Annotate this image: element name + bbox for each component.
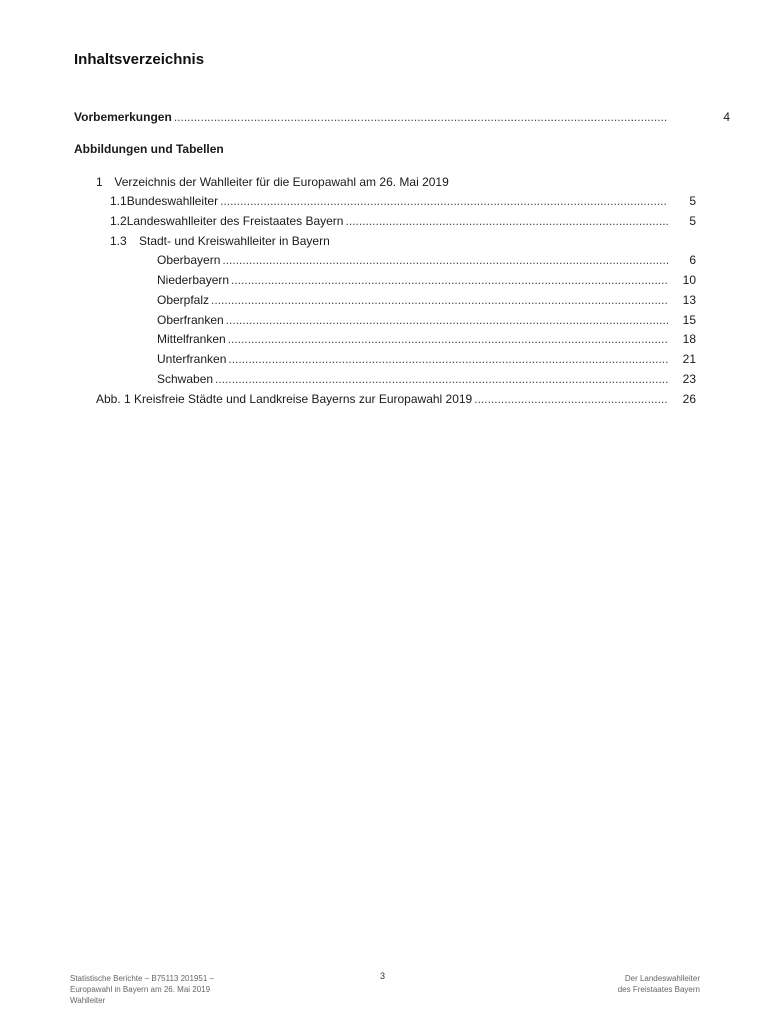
toc-leader — [222, 252, 668, 268]
toc-label: Bundeswahlleiter — [126, 194, 219, 208]
toc-number: 1.2 — [110, 214, 127, 228]
toc-page: 26 — [682, 392, 696, 406]
toc-label: Unterfranken — [157, 352, 227, 366]
toc-page: 13 — [682, 293, 696, 307]
toc-entry-region[interactable] — [157, 272, 696, 288]
toc-label: Landeswahlleiter des Freistaates Bayern — [126, 214, 344, 228]
toc-page: 5 — [689, 214, 696, 228]
page-title: Inhaltsverzeichnis — [74, 51, 205, 68]
toc-label: Mittelfranken — [157, 332, 226, 346]
toc-entry-region[interactable] — [157, 331, 696, 347]
toc-label: Oberpfalz — [157, 293, 210, 307]
section-heading-abbildungen: Abbildungen und Tabellen — [74, 142, 224, 156]
toc-leader — [226, 312, 668, 328]
toc-leader — [211, 292, 668, 308]
toc-page: 21 — [682, 352, 696, 366]
toc-entry-vorbemerkungen[interactable] — [74, 109, 730, 125]
toc-entry-section-1[interactable] — [96, 174, 449, 190]
footer-left-line: Europawahl in Bayern am 26. Mai 2019 — [70, 985, 211, 994]
footer-left-line: Wahlleiter — [70, 996, 106, 1005]
toc-page: 18 — [682, 332, 696, 346]
footer-right-line: des Freistaates Bayern — [617, 985, 700, 994]
toc-leader — [474, 391, 668, 407]
toc-entry-1-2[interactable] — [110, 213, 696, 229]
toc-entry-region[interactable] — [157, 351, 696, 367]
toc-label: Oberfranken — [157, 313, 224, 327]
toc-leader — [174, 109, 668, 125]
toc-leader — [220, 193, 668, 209]
toc-page: 10 — [682, 273, 696, 287]
toc-entry-1-3[interactable] — [110, 233, 330, 249]
footer-right — [618, 973, 700, 995]
toc-label: Oberbayern — [157, 253, 221, 267]
footer-left-line: Statistische Berichte – B75113 201951 – — [70, 974, 214, 983]
toc-leader — [215, 371, 668, 387]
toc-number: 1.1 — [110, 194, 127, 208]
toc-number: 1.3 — [110, 234, 127, 248]
footer-left — [70, 973, 214, 1006]
toc-label: Vorbemerkungen — [74, 110, 172, 124]
toc-leader — [228, 351, 668, 367]
toc-label: Schwaben — [157, 372, 214, 386]
toc-label: Abb. 1 Kreisfreie Städte und Landkreise Bayerns zur Europawahl 2019 — [96, 392, 473, 406]
toc-page: 23 — [682, 372, 696, 386]
toc-page: 5 — [689, 194, 696, 208]
footer-right-line: Der Landeswahlleiter — [624, 974, 700, 983]
toc-leader — [231, 272, 668, 288]
toc-entry-region[interactable] — [157, 292, 696, 308]
toc-leader — [228, 331, 668, 347]
toc-entry-region[interactable] — [157, 371, 696, 387]
toc-page: 4 — [723, 110, 730, 124]
toc-label: Verzeichnis der Wahlleiter für die Europawahl am 26. Mai 2019 — [114, 175, 449, 189]
toc-label: Stadt- und Kreiswahlleiter in Bayern — [139, 234, 330, 248]
toc-entry-abb-1[interactable] — [96, 391, 696, 407]
toc-page: 6 — [689, 253, 696, 267]
toc-leader — [345, 213, 668, 229]
page-number: 3 — [380, 971, 386, 981]
toc-entry-region[interactable] — [157, 312, 696, 328]
toc-page: 15 — [682, 313, 696, 327]
toc-entry-region[interactable] — [157, 252, 696, 268]
toc-entry-1-1[interactable] — [110, 193, 696, 209]
toc-label: Niederbayern — [157, 273, 230, 287]
toc-number: 1 — [96, 175, 103, 189]
